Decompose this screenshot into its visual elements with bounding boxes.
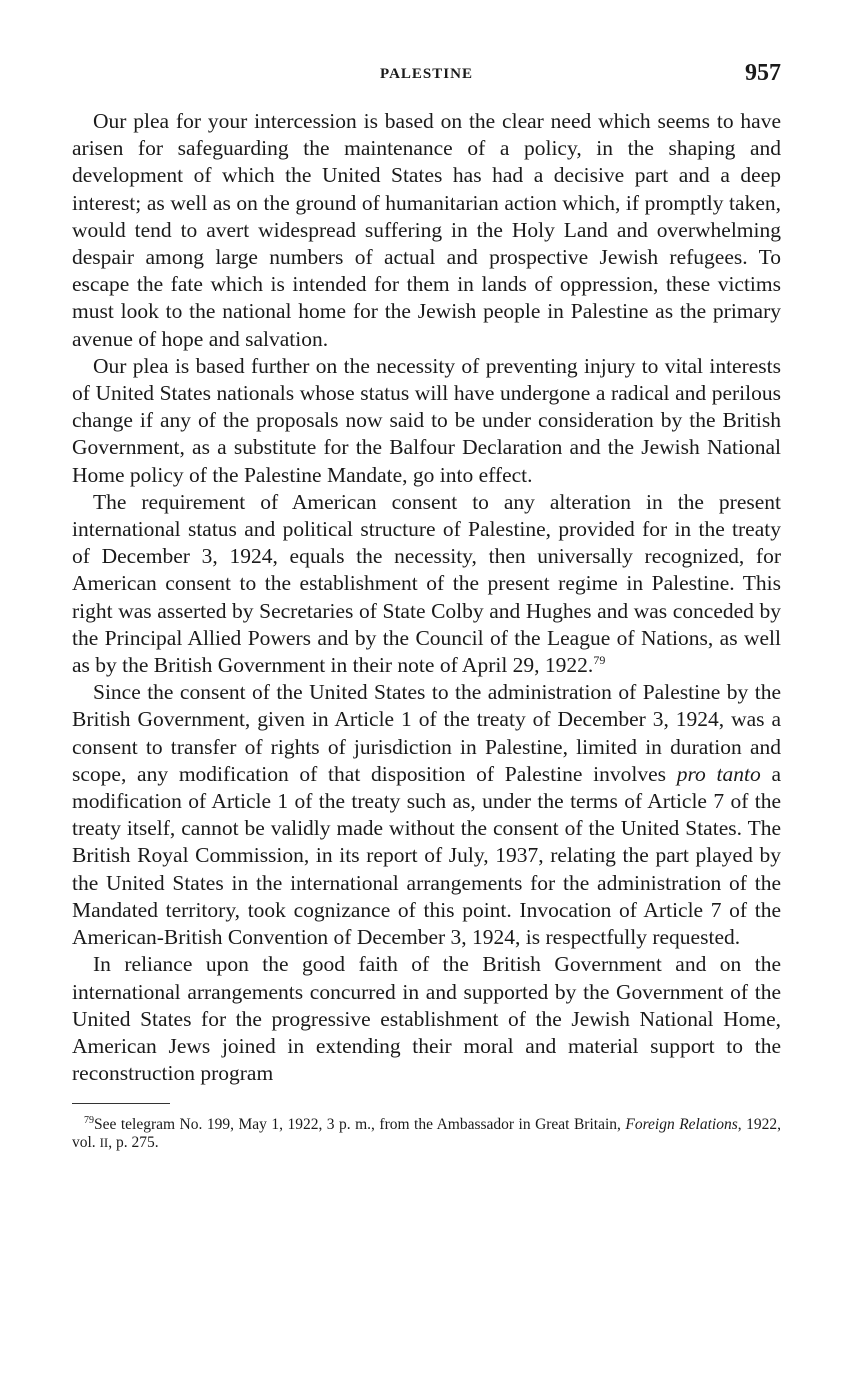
footnote-volume: II (99, 1135, 109, 1151)
paragraph-4-text-b: a modification of Article 1 of the treaty such as, under the terms of Article 7 of the treaty itself, cannot be validly made without the consent of the United States. The British Royal Commission, in its report of July, 1937, relating the part played by the United States in the international arrangements for the administration of the Mandated territory, took cognizance of this point. Invocation of Article 7 of the American-British Convention of December 3, 1924, is respectfully requested. (72, 761, 781, 950)
paragraph-3 (72, 489, 781, 679)
document-page (72, 60, 781, 1152)
footnote-text-b: , 1922, vol. (72, 1116, 781, 1152)
paragraph-1: Our plea for your intercession is based on the clear need which seems to have arisen for safeguarding the maintenance of a policy, in the shaping and development of which the United States has had a decisive part and a deep interest; as well as on the ground of humanitarian action which, if promptly taken, would tend to avert widespread suffering in the Holy Land and overwhelming despair among large numbers of actual and prospective Jewish refugees. To escape the fate which is intended for them in lands of oppression, these victims must look to the national home for the Jewish people in Palestine as the primary avenue of hope and salvation. (72, 109, 781, 351)
footnote-reference: 79 (593, 653, 606, 668)
running-head-title: PALESTINE (380, 66, 473, 82)
paragraph-2: Our plea is based further on the necessity of preventing injury to vital interests of United States nationals whose status will have undergone a radical and perilous change if any of the proposals now said to be under consideration by the British Government, as a substitute for the Balfour Declaration and the Jewish National Home policy of the Palestine Mandate, go into effect. (72, 353, 781, 487)
page-number: 957 (745, 60, 781, 86)
footnote-text-a: See telegram No. 199, May 1, 1922, 3 p. m., from the Ambassador in Great Britain, (94, 1116, 626, 1134)
footnote-divider (72, 1103, 170, 1104)
body-text (72, 108, 781, 1087)
paragraph-4-text-a: Since the consent of the United States to the administration of Palestine by the British Government, given in Article 1 of the treaty of December 3, 1924, was a consent to transfer of rights of jurisdiction in Palestine, limited in duration and scope, any modification of that disposition of Palestine involves (72, 680, 781, 786)
running-head (72, 60, 781, 94)
footnote (72, 1116, 781, 1152)
footnote-italic: Foreign Relations (625, 1116, 738, 1134)
paragraph-5: In reliance upon the good faith of the British Government and on the international arrangements concurred in and supported by the Government of the United States for the progressive establishment of the Jewish National Home, American Jews joined in extending their moral and material support to the reconstruction program (72, 952, 781, 1086)
footnote-mark: 79 (84, 1115, 94, 1127)
paragraph-4-italic: pro tanto (676, 761, 761, 786)
paragraph-3-text: The requirement of American consent to any alteration in the present international status and political structure of Palestine, provided for in the treaty of December 3, 1924, equals the necessity, then universally recognized, for American consent to the establishment of the present regime in Palestine. This right was asserted by Secretaries of State Colby and Hughes and was conceded by the Principal Allied Powers and by the Council of the League of Nations, as well as by the British Government in their note of April 29, 1922. (72, 489, 781, 678)
footnote-text-c: , p. 275. (108, 1134, 159, 1152)
paragraph-4 (72, 679, 781, 951)
